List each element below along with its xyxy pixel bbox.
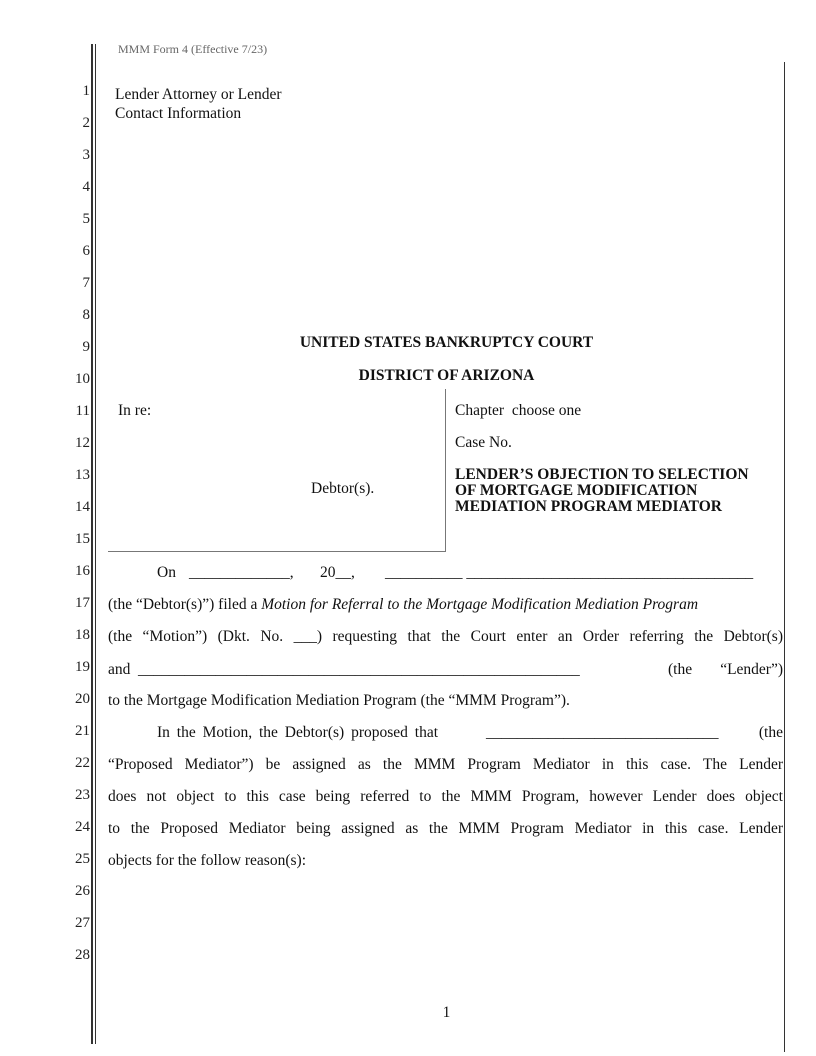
line-number: 13	[75, 467, 90, 483]
line-number: 12	[75, 435, 90, 451]
line-number: 23	[75, 787, 90, 803]
line-number: 20	[75, 691, 90, 707]
line-23: does not object to this case being referred to the MMM Program, however Lender does object	[108, 788, 783, 805]
document-title: LENDER’S OBJECTION TO SELECTION OF MORTGAGE MODIFICATION MEDIATION PROGRAM MEDIATOR	[455, 466, 749, 515]
line-17	[108, 596, 783, 614]
court-name: UNITED STATES BANKRUPTCY COURT	[299, 334, 594, 351]
line-24: to the Proposed Mediator being assigned as the MMM Program Mediator in this case. Lender	[108, 820, 783, 837]
line-25: objects for the follow reason(s):	[108, 852, 306, 869]
date-field[interactable]: _____________,	[189, 564, 294, 581]
and-label: and	[108, 661, 131, 678]
line-number: 4	[82, 179, 90, 195]
debtor-label: Debtor(s).	[311, 480, 375, 497]
line-number: 19	[75, 659, 90, 675]
line-number: 18	[75, 627, 90, 643]
lender-name-field[interactable]: _________________________________________________________	[138, 661, 580, 678]
line-number: 8	[82, 307, 90, 323]
line-number: 16	[75, 563, 90, 579]
line-22: “Proposed Mediator”) be assigned as the MMM Program Mediator in this case. The Lender	[108, 756, 783, 773]
line-number: 3	[82, 147, 90, 163]
debtor-name-field[interactable]: __________ _____________________________________	[385, 564, 754, 581]
line-number: 22	[75, 755, 90, 771]
line-number: 28	[75, 947, 90, 963]
line-number: 11	[75, 403, 90, 419]
the-label-2: (the	[758, 724, 783, 741]
in-re-label: In re:	[118, 402, 152, 419]
contact-line-2: Contact Information	[115, 105, 242, 122]
motion-title: Motion for Referral to the Mortgage Modification Mediation Program	[261, 596, 699, 613]
line-number: 5	[82, 211, 90, 227]
line-number: 1	[82, 83, 90, 99]
left-margin-rule-outer	[91, 44, 93, 1044]
line-number: 25	[75, 851, 90, 867]
page-number: 1	[442, 1004, 451, 1021]
line-number: 9	[82, 339, 90, 355]
left-margin-rule-inner	[95, 44, 96, 1044]
right-margin-rule	[784, 62, 785, 1052]
contact-line-1: Lender Attorney or Lender	[115, 86, 282, 103]
line-number: 6	[82, 243, 90, 259]
line-number: 10	[75, 371, 90, 387]
form-label: MMM Form 4 (Effective 7/23)	[118, 42, 268, 56]
line-18: (the “Motion”) (Dkt. No. ___) requesting that the Court enter an Order referring the Debtor(s)	[108, 628, 783, 645]
chapter-select[interactable]: Chapter choose one	[455, 402, 582, 419]
line-21-text: In the Motion, the Debtor(s) proposed that	[157, 724, 439, 741]
court-district: DISTRICT OF ARIZONA	[358, 367, 535, 384]
line-number: 2	[82, 115, 90, 131]
line-number: 7	[82, 275, 90, 291]
line-number: 27	[75, 915, 90, 931]
case-number-field[interactable]: Case No.	[455, 434, 512, 451]
on-label: On	[157, 564, 176, 581]
caption-vertical-rule	[445, 389, 446, 552]
caption-bottom-rule	[108, 551, 446, 552]
line-number: 17	[75, 595, 90, 611]
line-19	[108, 661, 783, 679]
line-number: 14	[75, 499, 90, 515]
lender-label: “Lender”)	[720, 661, 783, 678]
year-field[interactable]: 20__,	[320, 564, 355, 581]
line-number: 21	[75, 723, 90, 739]
proposed-mediator-field[interactable]: ______________________________	[486, 724, 719, 741]
line-20: to the Mortgage Modification Mediation Program (the “MMM Program”).	[108, 692, 570, 709]
line-17-text: (the “Debtor(s)”) filed a	[108, 596, 258, 613]
the-label: (the	[668, 661, 693, 678]
line-number: 24	[75, 819, 90, 835]
line-number: 15	[75, 531, 90, 547]
line-number: 26	[75, 883, 90, 899]
